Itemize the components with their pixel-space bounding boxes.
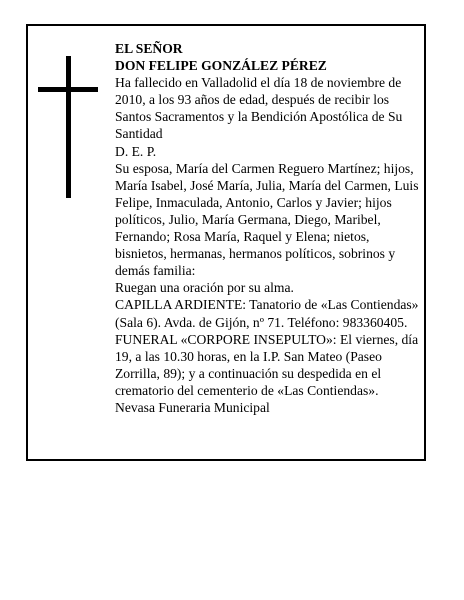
cross-horizontal-bar <box>38 87 98 92</box>
rest-in-peace: D. E. P. <box>115 143 157 159</box>
family-list: Su esposa, María del Carmen Reguero Martínez; hijos, María Isabel, José María, Julia, María del Carmen, Luis Felipe, Inmaculada, Antonio, Carlos y Javier; hijos políticos, Julio, María Germana, Diego, Maribel, Fernando; Rosa María, Raquel y Elena; nietos, bisnietos, hermanas, hermanos políticos, sobrinos y demás familia: <box>115 160 419 279</box>
prayer-request: Ruegan una oración por su alma. <box>115 280 294 296</box>
funeral-home: Nevasa Funeraria Municipal <box>115 399 270 415</box>
cross-icon <box>38 56 98 198</box>
title-line: EL SEÑOR <box>115 41 183 56</box>
death-announcement: Ha fallecido en Valladolid el día 18 de noviembre de 2010, a los 93 años de edad, después de recibir los Santos Sacramentos y la Bendición Apostólica de Su Santidad <box>115 75 403 142</box>
obituary-notice <box>26 24 426 461</box>
funeral-info: FUNERAL «CORPORE INSEPULTO»: El viernes, día 19, a las 10.30 horas, en la I.P. San Mateo (Paseo Zorrilla, 89); y a continuación su despedida en el crematorio del cementerio de «Las Contiendas». <box>115 331 419 398</box>
deceased-name: DON FELIPE GONZÁLEZ PÉREZ <box>115 58 327 74</box>
cross-vertical-bar <box>66 56 71 198</box>
chapel-info: CAPILLA ARDIENTE: Tanatorio de «Las Contiendas» (Sala 6). Avda. de Gijón, nº 71. Teléfono: 983360405. <box>115 297 419 330</box>
notice-body <box>115 40 421 416</box>
